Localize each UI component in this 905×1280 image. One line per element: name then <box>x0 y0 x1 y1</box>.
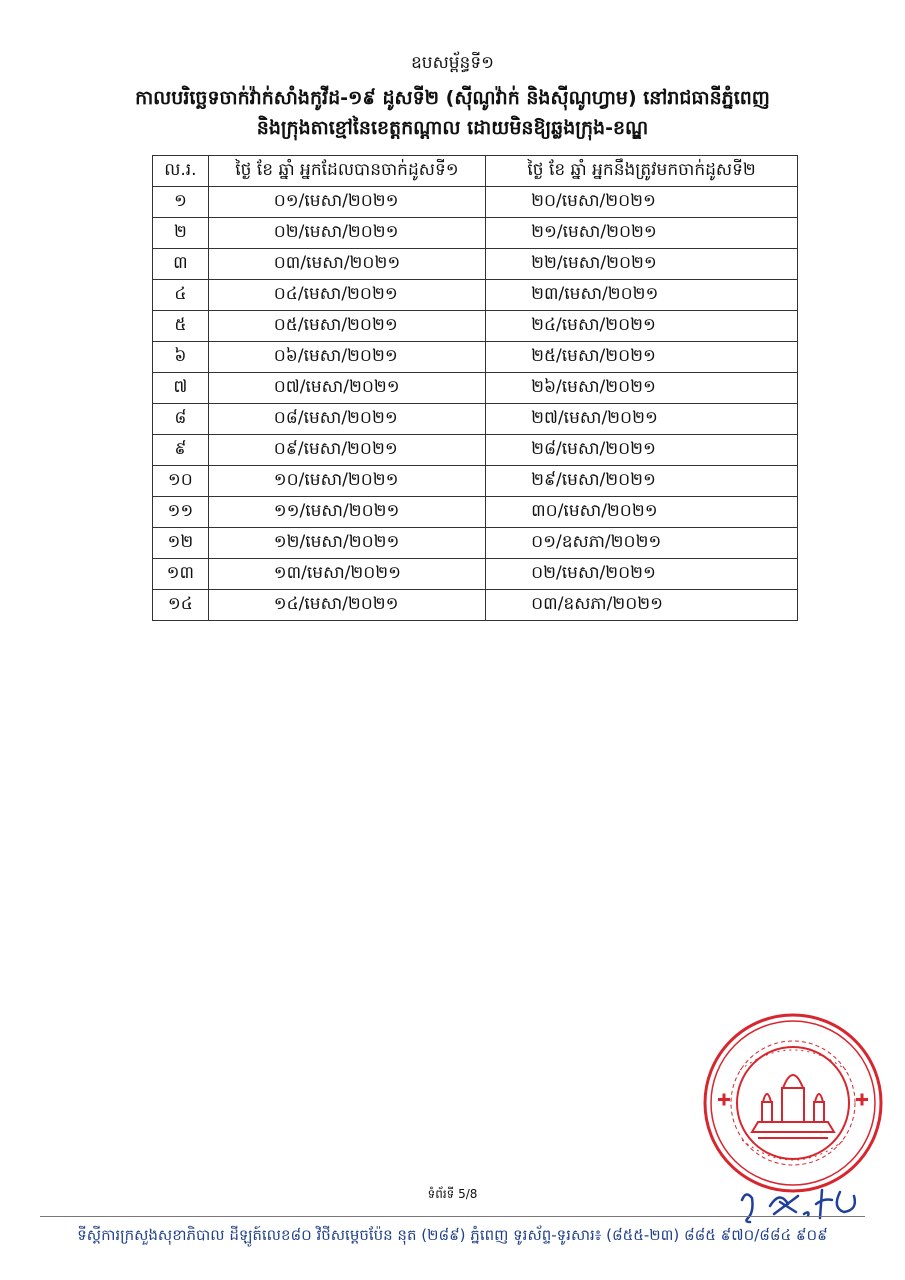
second-dose-date: ២៨/មេសា/២០២១ <box>486 435 798 466</box>
row-number: ៣ <box>153 249 209 280</box>
signature-mark <box>736 1178 866 1228</box>
first-dose-date: ១២/មេសា/២០២១ <box>208 528 485 559</box>
first-dose-date: ០៧/មេសា/២០២១ <box>208 373 485 404</box>
document-title-line-2: និងក្រុងតាខ្មៅនៃខេត្តកណ្ដាល ដោយមិនឱ្យឆ្លងក្រុង-ខណ្ឌ <box>256 117 649 139</box>
second-dose-date: ២២/មេសា/២០២១ <box>486 249 798 280</box>
row-number: ១ <box>153 187 209 218</box>
first-dose-date: ០១/មេសា/២០២១ <box>208 187 485 218</box>
first-dose-date: ១១/មេសា/២០២១ <box>208 497 485 528</box>
second-dose-date: ២៦/មេសា/២០២១ <box>486 373 798 404</box>
first-dose-date: ០៩/មេសា/២០២១ <box>208 435 485 466</box>
table-row <box>153 280 798 311</box>
footer-divider <box>40 1216 865 1217</box>
row-number: ១៤ <box>153 590 209 621</box>
row-number: ៤ <box>153 280 209 311</box>
annex-heading: ឧបសម្ព័ន្ធទី១ <box>410 53 494 73</box>
second-dose-date: ២៤/មេសា/២០២១ <box>486 311 798 342</box>
table-row <box>153 435 798 466</box>
table-row <box>153 218 798 249</box>
second-dose-date: ២៧/មេសា/២០២១ <box>486 404 798 435</box>
official-seal <box>700 1010 886 1196</box>
table-row <box>153 187 798 218</box>
first-dose-date: ០៣/មេសា/២០២១ <box>208 249 485 280</box>
table-row <box>153 466 798 497</box>
table-row <box>153 249 798 280</box>
second-dose-date: ២១/មេសា/២០២១ <box>486 218 798 249</box>
second-dose-date: ០១/ឧសភា/២០២១ <box>486 528 798 559</box>
table-row <box>153 528 798 559</box>
row-number: ១២ <box>153 528 209 559</box>
row-number: ២ <box>153 218 209 249</box>
table-row <box>153 590 798 621</box>
first-dose-date: ១០/មេសា/២០២១ <box>208 466 485 497</box>
first-dose-date: ០៤/មេសា/២០២១ <box>208 280 485 311</box>
row-number: ៦ <box>153 342 209 373</box>
second-dose-date: ២០/មេសា/២០២១ <box>486 187 798 218</box>
table-row <box>153 559 798 590</box>
first-dose-date: ០៥/មេសា/២០២១ <box>208 311 485 342</box>
second-dose-date: ២៩/មេសា/២០២១ <box>486 466 798 497</box>
row-number: ៧ <box>153 373 209 404</box>
first-dose-date: ០៦/មេសា/២០២១ <box>208 342 485 373</box>
second-dose-date: ២៥/មេសា/២០២១ <box>486 342 798 373</box>
angkor-temple-icon <box>752 1075 834 1138</box>
table-row <box>153 404 798 435</box>
row-number: ១១ <box>153 497 209 528</box>
row-number: ៩ <box>153 435 209 466</box>
first-dose-date: ០២/មេសា/២០២១ <box>208 218 485 249</box>
first-dose-date: ០៨/មេសា/២០២១ <box>208 404 485 435</box>
first-dose-date: ១៣/មេសា/២០២១ <box>208 559 485 590</box>
header-number: ល.រ. <box>153 156 209 187</box>
table-header-row <box>153 156 798 187</box>
header-second-dose-date: ថ្ងៃ ខែ ឆ្នាំ អ្នកនឹងត្រូវមកចាក់ដូសទី២ <box>486 156 798 187</box>
table-row <box>153 342 798 373</box>
page-number: ទំព័រទី 5/8 <box>427 1187 478 1201</box>
vaccination-schedule-table <box>152 155 798 621</box>
table-row <box>153 373 798 404</box>
row-number: ១៣ <box>153 559 209 590</box>
second-dose-date: ០២/មេសា/២០២១ <box>486 559 798 590</box>
table-row <box>153 497 798 528</box>
footer-address: ទីស្ដីការក្រសួងសុខាភិបាល ដីឡូត៍លេខ៨០ វិថីសម្ដេចប៉ែន នុត (២៨៩) ភ្នំពេញ ទូរស័ព្ទ-ទូរសារ៖ (៨៥៥-២៣) ៨៨៥ ៩៧០/៨៨៤ ៩០៩ <box>77 1226 828 1244</box>
row-number: ៨ <box>153 404 209 435</box>
first-dose-date: ១៤/មេសា/២០២១ <box>208 590 485 621</box>
table-row <box>153 311 798 342</box>
row-number: ១០ <box>153 466 209 497</box>
second-dose-date: ០៣/ឧសភា/២០២១ <box>486 590 798 621</box>
row-number: ៥ <box>153 311 209 342</box>
document-title-line-1: កាលបរិច្ឆេទចាក់វ៉ាក់សាំងកូវីដ-១៩ ដូសទី២ (ស៊ីណូវ៉ាក់ និងស៊ីណូហ្វាម) នៅរាជធានីភ្នំពេញ <box>135 87 770 109</box>
second-dose-date: ២៣/មេសា/២០២១ <box>486 280 798 311</box>
second-dose-date: ៣០/មេសា/២០២១ <box>486 497 798 528</box>
header-first-dose-date: ថ្ងៃ ខែ ឆ្នាំ អ្នកដែលបានចាក់ដូសទី១ <box>208 156 485 187</box>
